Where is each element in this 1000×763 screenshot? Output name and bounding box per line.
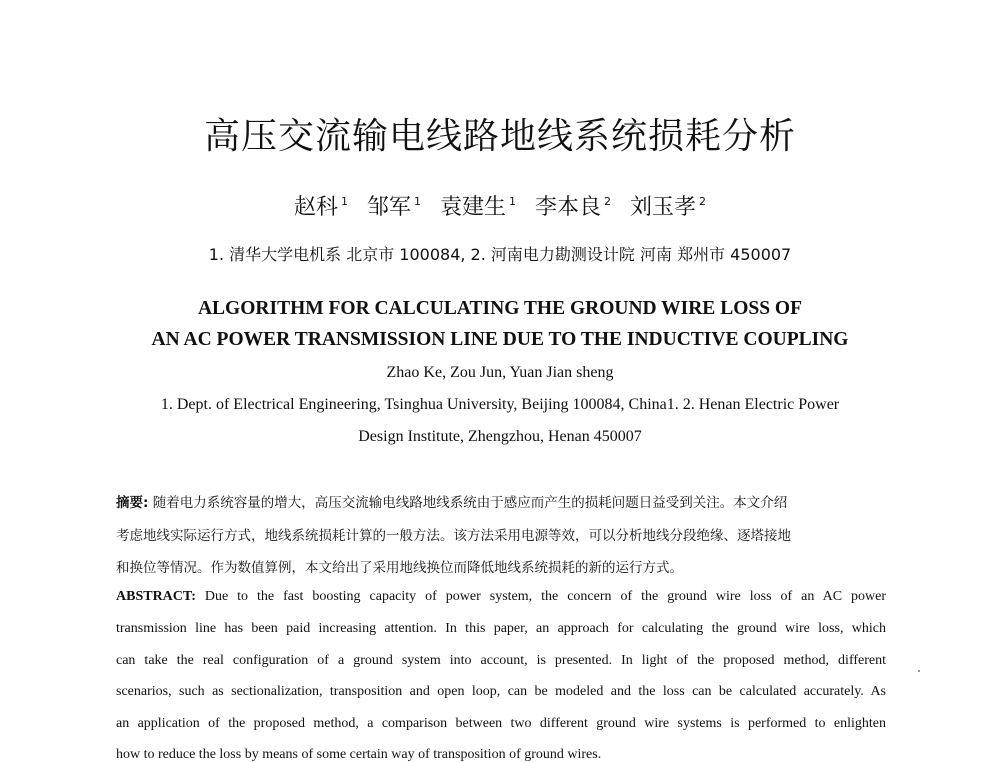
- author-cn: 赵科 $^1$: [293, 195, 348, 220]
- abstract-en-line: transmission line has been paid increasing attention. In this paper, an approach for calculating the ground wire loss, which: [116, 621, 886, 636]
- abstract-en-line: can take the real configuration of a ground system into account, is presented. In light of the proposed method, different: [116, 653, 886, 668]
- abstract-cn-line: 和换位等情况。作为数值算例，本文给出了采用地线换位而降低地线系统损耗的新的运行方式。: [116, 560, 683, 576]
- abstract-cn-line: 摘要: 随着电力系统容量的增大，高压交流输电线路地线系统由于感应而产生的损耗问题日益受到关注。本文介绍: [116, 495, 788, 511]
- abstract-cn-label: 摘要:: [116, 495, 149, 511]
- affiliation-en-line: Design Institute, Zhengzhou, Henan 450007: [358, 428, 642, 445]
- title-cn: 高压交流输电线路地线系统损耗分析: [203, 116, 796, 157]
- author-cn: 袁建生 $^1$: [439, 195, 516, 220]
- abstract-en-line: an application of the proposed method, a comparison between two different ground wire systems is performed to enlighten: [116, 716, 886, 731]
- abstract-en-line: scenarios, such as sectionalization, transposition and open loop, can be modeled and the loss can be calculated accurately. As: [116, 684, 886, 699]
- author-cn: 李本良 $^2$: [535, 195, 612, 220]
- abstract-en-line: how to reduce the loss by means of some certain way of transposition of ground wires.: [116, 747, 602, 762]
- abstract-en-label: ABSTRACT:: [116, 589, 196, 604]
- scan-speck: [918, 670, 920, 672]
- authors-en: Zhao Ke, Zou Jun, Yuan Jian sheng: [386, 364, 614, 381]
- affiliation-en-line: 1. Dept. of Electrical Engineering, Tsinghua University, Beijing 100084, China1. 2. Henan Electric Power: [160, 396, 840, 413]
- title-en-line: ALGORITHM FOR CALCULATING THE GROUND WIRE LOSS OF: [197, 298, 803, 319]
- author-cn: 刘玉孝 $^2$: [630, 195, 707, 220]
- authors-cn: [0, 190, 1000, 221]
- affiliation-cn: 1. 清华大学电机系 北京市 100084, 2. 河南电力勘测设计院 河南 郑州市 450007: [208, 245, 792, 264]
- title-en-line: AN AC POWER TRANSMISSION LINE DUE TO THE INDUCTIVE COUPLING: [151, 329, 849, 350]
- abstract-cn-line: 考虑地线实际运行方式，地线系统损耗计算的一般方法。该方法采用电源等效，可以分析地线分段绝缘、逐塔接地: [116, 528, 791, 544]
- author-cn: 邹军 $^1$: [366, 195, 421, 220]
- abstract-en-line: ABSTRACT: Due to the fast boosting capacity of power system, the concern of the ground wire loss of an AC power: [116, 589, 886, 604]
